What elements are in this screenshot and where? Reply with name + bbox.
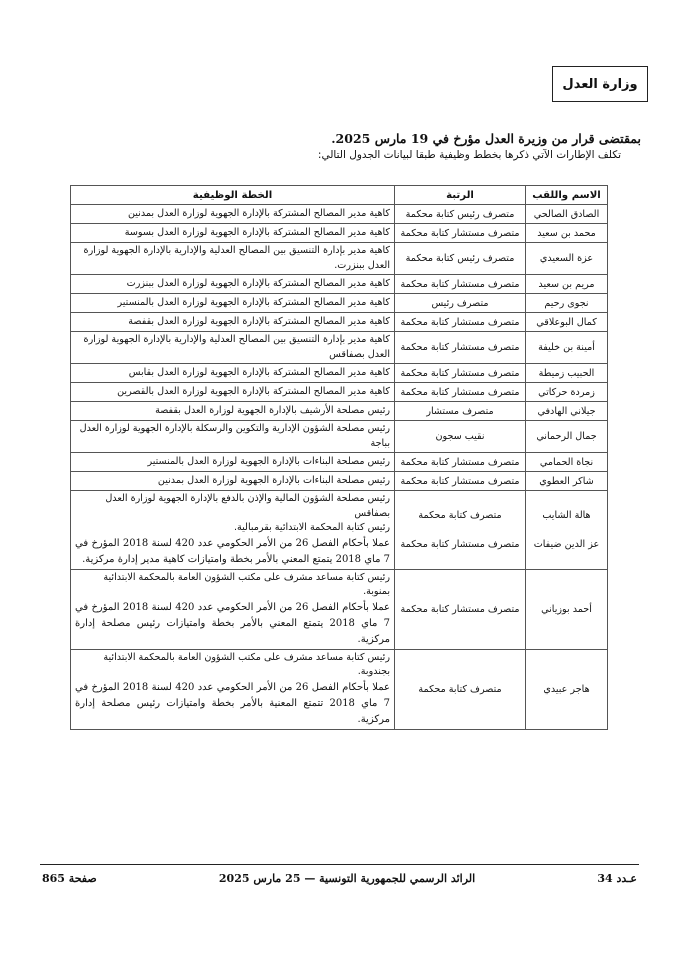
- cell-plan: كاهية مدير المصالح المشتركة بالإدارة الجهوية لوزارة العدل بمدنين: [71, 205, 395, 224]
- header-name: الاسم واللقب: [526, 186, 608, 205]
- plan-line: رئيس مصلحة الشؤون المالية والإذن بالدفع بالإدارة الجهوية لوزارة العدل بصفاقس: [105, 493, 390, 519]
- cell-rank-merged: [395, 491, 526, 570]
- cell-rank: متصرف مستشار كتابة محكمة: [395, 453, 526, 472]
- decree-statement: تكلف الإطارات الآتي ذكرها بخطط وظيفية طبقا لبيانات الجدول التالي:: [317, 149, 621, 161]
- table-row: [71, 243, 608, 275]
- plan-note: عملا بأحكام الفصل 26 من الأمر الحكومي عدد 420 لسنة 2018 المؤرخ في 7 ماي 2018 تتمتع المعنية بالأمر بخطة وامتيازات رئيس مصلحة إدارة مركزية.: [75, 681, 390, 725]
- cell-rank: متصرف مستشار كتابة محكمة: [395, 569, 526, 649]
- cell-name: أمينة بن خليفة: [526, 332, 608, 364]
- table-row: [71, 332, 608, 364]
- cell-rank: متصرف مستشار: [395, 402, 526, 421]
- cell-plan: كاهية مدير المصالح المشتركة بالإدارة الجهوية لوزارة العدل بالقصرين: [71, 383, 395, 402]
- cell-plan: رئيس مصلحة الشؤون الإدارية والتكوين والرسكلة بالإدارة الجهوية لوزارة العدل بباجة: [71, 421, 395, 453]
- appointments-table: [70, 185, 608, 730]
- cell-plan: رئيس مصلحة البناءات بالإدارة الجهوية لوزارة العدل بمدنين: [71, 472, 395, 491]
- cell-rank: متصرف مستشار كتابة محكمة: [400, 538, 520, 550]
- cell-plan: رئيس مصلحة البناءات بالإدارة الجهوية لوزارة العدل بالمنستير: [71, 453, 395, 472]
- intro-block: [81, 131, 641, 163]
- table-row: [71, 364, 608, 383]
- table-row-merged: [71, 491, 608, 570]
- cell-name: محمد بن سعيد: [526, 224, 608, 243]
- cell-name: كمال البوعلاقي: [526, 313, 608, 332]
- cell-name: زمردة حركاتي: [526, 383, 608, 402]
- cell-plan: رئيس مصلحة الأرشيف بالإدارة الجهوية لوزارة العدل بقفصة: [71, 402, 395, 421]
- table-row: [71, 421, 608, 453]
- cell-name: نجوى رحيم: [526, 294, 608, 313]
- cell-rank: متصرف رئيس كتابة محكمة: [395, 205, 526, 224]
- cell-rank: متصرف مستشار كتابة محكمة: [395, 364, 526, 383]
- cell-rank: متصرف كتابة محكمة: [395, 649, 526, 729]
- cell-plan: كاهية مدير المصالح المشتركة بالإدارة الجهوية لوزارة العدل بقفصة: [71, 313, 395, 332]
- cell-rank: متصرف مستشار كتابة محكمة: [395, 313, 526, 332]
- table-row: [71, 402, 608, 421]
- table-row: [71, 569, 608, 649]
- cell-name: شاكر العطوي: [526, 472, 608, 491]
- cell-plan: كاهية مدير المصالح المشتركة بالإدارة الجهوية لوزارة العدل ببنزرت: [71, 275, 395, 294]
- plan-line: رئيس كتابة مساعد مشرف على مكتب الشؤون العامة بالمحكمة الابتدائية بمنوبة.: [103, 571, 390, 597]
- cell-rank: متصرف مستشار كتابة محكمة: [395, 472, 526, 491]
- table-row: [71, 294, 608, 313]
- cell-rank: متصرف مستشار كتابة محكمة: [395, 332, 526, 364]
- page-number: صفحة 865: [42, 872, 97, 885]
- cell-name: أحمد بوزياني: [526, 569, 608, 649]
- cell-plan: كاهية مدير بإدارة التنسيق بين المصالح العدلية والإدارية بالإدارة الجهوية لوزارة العدل ببنزرت.: [71, 243, 395, 275]
- table-row: [71, 383, 608, 402]
- page-footer: [42, 872, 637, 885]
- table-row: [71, 453, 608, 472]
- cell-name: نجاة الحمامي: [526, 453, 608, 472]
- decree-reference: بمقتضى قرار من وزيرة العدل مؤرخ في 19 مارس 2025.: [331, 131, 641, 146]
- table-header-row: [71, 186, 608, 205]
- cell-rank: متصرف مستشار كتابة محكمة: [395, 275, 526, 294]
- cell-name-merged: [526, 491, 608, 570]
- cell-name: عزة السعيدي: [526, 243, 608, 275]
- cell-rank: متصرف رئيس كتابة محكمة: [395, 243, 526, 275]
- footer-divider: [40, 864, 639, 865]
- header-rank: الرتبة: [395, 186, 526, 205]
- plan-line: رئيس كتابة المحكمة الابتدائية بقرمبالية.: [233, 522, 390, 533]
- cell-plan-merged: [71, 491, 395, 570]
- cell-rank: متصرف رئيس: [395, 294, 526, 313]
- cell-rank: نقيب سجون: [395, 421, 526, 453]
- plan-line: رئيس كتابة مساعد مشرف على مكتب الشؤون العامة بالمحكمة الابتدائية بجندوبة.: [103, 651, 390, 677]
- cell-plan: [71, 569, 395, 649]
- issue-number: عـدد 34: [597, 872, 637, 885]
- table-row: [71, 275, 608, 294]
- cell-name: عز الدين ضيفات: [533, 538, 600, 550]
- plan-note: عملا بأحكام الفصل 26 من الأمر الحكومي عدد 420 لسنة 2018 المؤرخ في 7 ماي 2018 يتمتع المعني بالأمر بخطة وامتيازات كاهية مدير إدارة مركزية.: [75, 537, 390, 565]
- cell-name: هاجر عبيدي: [526, 649, 608, 729]
- journal-title: الرائد الرسمي للجمهورية التونسية — 25 مارس 2025: [218, 872, 476, 885]
- cell-name: جيلاني الهادفي: [526, 402, 608, 421]
- cell-rank: متصرف مستشار كتابة محكمة: [395, 383, 526, 402]
- cell-name: مريم بن سعيد: [526, 275, 608, 294]
- plan-note: عملا بأحكام الفصل 26 من الأمر الحكومي عدد 420 لسنة 2018 المؤرخ في 7 ماي 2018 يتمتع المعني بالأمر بخطة وامتيازات رئيس مصلحة إدارة مركزية.: [75, 601, 390, 645]
- cell-plan: كاهية مدير المصالح المشتركة بالإدارة الجهوية لوزارة العدل بسوسة: [71, 224, 395, 243]
- cell-name: الحبيب زميطة: [526, 364, 608, 383]
- cell-name: هالة الشايب: [542, 509, 591, 521]
- cell-plan: كاهية مدير بإدارة التنسيق بين المصالح العدلية والإدارية بالإدارة الجهوية لوزارة العدل بصفاقس: [71, 332, 395, 364]
- ministry-label-box: [552, 66, 648, 102]
- header-plan: الخطة الوظيفية: [71, 186, 395, 205]
- cell-plan: كاهية مدير المصالح المشتركة بالإدارة الجهوية لوزارة العدل بقابس: [71, 364, 395, 383]
- table-row: [71, 649, 608, 729]
- table-row: [71, 205, 608, 224]
- cell-plan: [71, 649, 395, 729]
- table-row: [71, 472, 608, 491]
- cell-rank: متصرف مستشار كتابة محكمة: [395, 224, 526, 243]
- ministry-label: وزارة العدل: [562, 76, 638, 92]
- table-row: [71, 224, 608, 243]
- cell-name: جمال الرحماني: [526, 421, 608, 453]
- cell-plan: كاهية مدير المصالح المشتركة بالإدارة الجهوية لوزارة العدل بالمنستير: [71, 294, 395, 313]
- table-row: [71, 313, 608, 332]
- cell-rank: متصرف كتابة محكمة: [418, 509, 502, 521]
- cell-name: الصادق الصالحي: [526, 205, 608, 224]
